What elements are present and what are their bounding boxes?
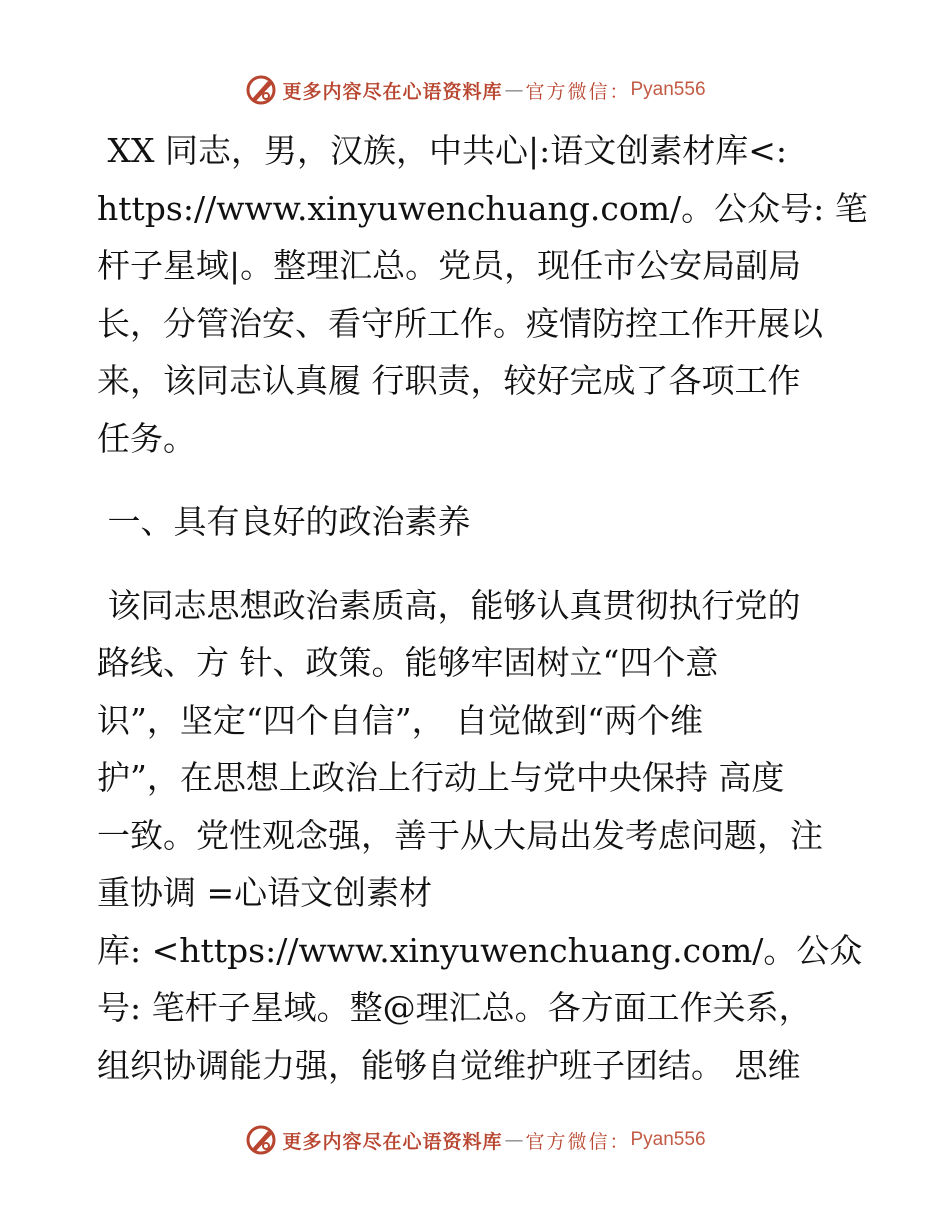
text-line: https://www.xinyuwenchuang.com/。公众号: 笔 [97, 188, 868, 228]
footer-banner [0, 1120, 950, 1160]
text-line: 号: 笔杆子星域。整@理汇总。各方面工作关系， [97, 988, 812, 1027]
paragraph-intro [97, 122, 877, 467]
text-line: 识”，坚定“四个自信”， 自觉做到“两个维 [97, 700, 703, 740]
banner-wechat-label: 官方微信： [525, 1130, 631, 1153]
banner-separator: — [504, 1129, 524, 1151]
pen-logo-icon [244, 73, 278, 107]
text-line: 长，分管治安、看守所工作。疫情防控工作开展以 [97, 303, 823, 343]
banner-separator: — [504, 79, 524, 101]
pen-logo-icon [244, 1123, 278, 1157]
banner-title: 更多内容尽在心语资料库 [282, 1130, 503, 1153]
banner-wechat-id: Pyan556 [630, 1129, 706, 1150]
text-line: 一致。党性观念强，善于从大局出发考虑问题，注 [97, 815, 823, 855]
text-line: 库: <https://www.xinyuwenchuang.com/。公众 [97, 930, 863, 970]
text-line: 杆子星域|。整理汇总。党员，现任市公安局副局 [97, 246, 802, 285]
text-line: 组织协调能力强，能够自觉维护班子团结。 思维 [97, 1045, 801, 1085]
paragraph-politics [97, 577, 877, 1095]
text-line: 重协调 =心语文创素材 [97, 873, 433, 912]
text-line: 该同志思想政治素质高，能够认真贯彻执行党的 [97, 585, 801, 625]
text-line: XX 同志，男，汉族，中共心|:语文创素材库<: [97, 131, 787, 170]
banner-wechat-label: 官方微信： [525, 80, 631, 103]
banner-title: 更多内容尽在心语资料库 [282, 80, 503, 103]
text-line: 护”，在思想上政治上行动上与党中央保持 高度 [97, 758, 785, 797]
banner-wechat-id: Pyan556 [630, 79, 706, 100]
header-banner [0, 70, 950, 110]
document-body [97, 122, 877, 1094]
section-heading: 一、具有良好的政治素养 [97, 502, 471, 541]
text-line: 路线、方 针、政策。能够牢固树立“四个意 [97, 643, 719, 682]
text-line: 来，该同志认真履 行职责，较好完成了各项工作 [97, 361, 801, 400]
text-line: 任务。 [97, 418, 196, 458]
